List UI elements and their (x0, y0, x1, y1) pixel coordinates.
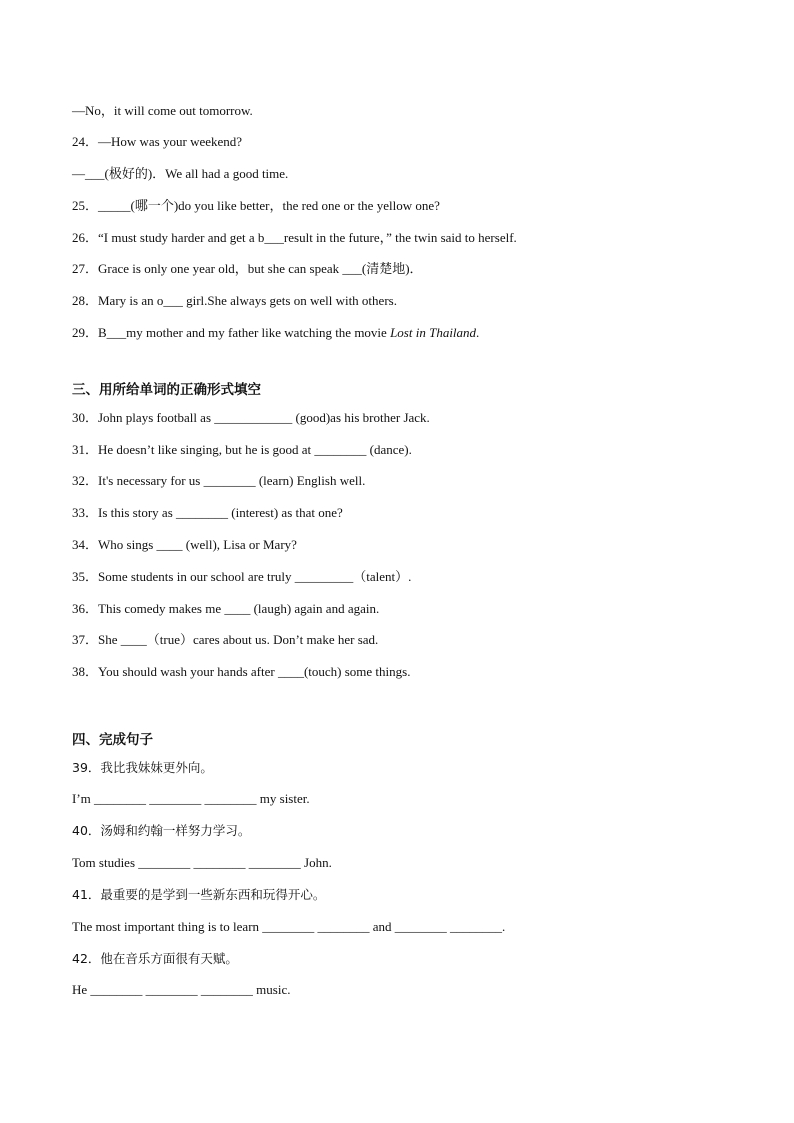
question-42-english: He ________ ________ ________ music. (72, 982, 291, 997)
question-40-chinese: 40．汤姆和约翰一样努力学习。 (72, 823, 251, 838)
question-28: 28．Mary is an o___ girl.She always gets on well with others. (72, 293, 397, 308)
question-37: 37．She ____（true）cares about us. Don’t make her sad. (72, 632, 379, 647)
question-24: 24．—How was your weekend? (72, 134, 243, 149)
question-31: 31．He doesn’t like singing, but he is good at ________ (dance). (72, 442, 412, 457)
question-25: 25．_____(哪一个)do you like better，the red one or the yellow one? (72, 198, 440, 213)
question-29-end: . (476, 325, 480, 340)
answer-line-24: —___(极好的)．We all had a good time. (72, 166, 289, 181)
question-41-english: The most important thing is to learn ________ ________ and ________ ________. (72, 919, 506, 934)
movie-title: Lost in Thailand (390, 325, 477, 340)
question-32: 32．It's necessary for us ________ (learn) English well. (72, 473, 366, 488)
question-39-chinese: 39．我比我妹妹更外向。 (72, 760, 213, 775)
question-34: 34．Who sings ____ (well), Lisa or Mary? (72, 537, 297, 552)
question-38: 38．You should wash your hands after ____(touch) some things. (72, 664, 411, 679)
question-33: 33．Is this story as ________ (interest) as that one? (72, 505, 343, 520)
section-4-heading: 四、完成句子 (72, 732, 153, 748)
question-41-chinese: 41．最重要的是学到一些新东西和玩得开心。 (72, 887, 326, 902)
question-27: 27．Grace is only one year old，but she can speak ___(清楚地)． (72, 261, 423, 276)
section-3-heading: 三、用所给单词的正确形式填空 (72, 382, 261, 398)
question-26: 26．“I must study harder and get a b___result in the future，” the twin said to herself. (72, 230, 517, 245)
question-39-english: I’m ________ ________ ________ my sister. (72, 791, 310, 806)
question-29-text: 29．B___my mother and my father like watching the movie (72, 325, 391, 340)
question-40-english: Tom studies ________ ________ ________ John. (72, 855, 332, 870)
question-35: 35．Some students in our school are truly _________（talent）. (72, 569, 412, 584)
question-42-chinese: 42．他在音乐方面很有天赋。 (72, 951, 238, 966)
answer-line-23: —No，it will come out tomorrow. (72, 103, 253, 118)
question-30: 30．John plays football as ____________ (good)as his brother Jack. (72, 410, 430, 425)
question-29 (72, 325, 479, 341)
question-36: 36．This comedy makes me ____ (laugh) again and again. (72, 601, 380, 616)
